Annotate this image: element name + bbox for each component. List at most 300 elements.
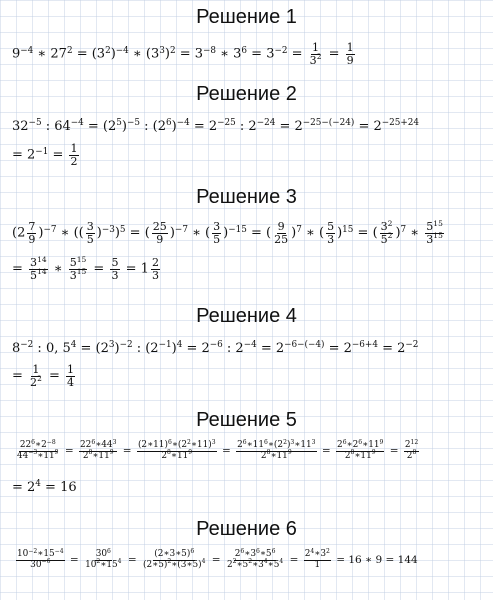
math-exponent: 6 (167, 438, 172, 446)
math-text: ∗(3∗5) (171, 559, 202, 570)
math-text: = (89, 261, 109, 277)
math-fraction (273, 221, 289, 245)
math-exponent: 5 (119, 224, 126, 235)
math-text: = (386, 445, 402, 457)
math-text: 2 (404, 440, 411, 451)
math-exponent: 3 (108, 340, 115, 351)
math-text: 3 (111, 268, 119, 282)
fraction-denominator (226, 558, 284, 570)
math-text: 1 (346, 41, 354, 54)
math-exponent: 6 (241, 45, 248, 56)
math-text: 4 (67, 375, 75, 389)
math-fraction (309, 42, 323, 66)
math-text: 3 (30, 256, 38, 269)
math-fraction (236, 438, 316, 461)
math-exponent: 2 (167, 558, 172, 566)
math-text: ∗5 (259, 549, 272, 560)
math-text: 1 (70, 142, 78, 155)
math-exponent: −2 (405, 340, 419, 351)
math-text: ∗11 (362, 440, 380, 451)
math-text: 25 (152, 220, 167, 233)
fraction-denominator (212, 234, 221, 246)
math-exponent: 3 (290, 438, 295, 446)
math-text: 3 (309, 53, 317, 67)
math-exponent: −2 (274, 45, 288, 56)
math-text: = (124, 554, 140, 566)
math-exponent: 9 (188, 449, 193, 457)
math-text: 44 (17, 450, 29, 461)
math-text: 5 (69, 256, 77, 269)
math-text: = 2 (12, 480, 36, 495)
math-exponent: −4 (54, 547, 64, 555)
math-text: 3 (86, 220, 94, 233)
fraction-denominator (82, 449, 115, 461)
math-text: 22 (80, 440, 92, 451)
math-text: ∗2 (35, 440, 47, 451)
math-text: 3 (380, 220, 388, 233)
fraction-denominator (27, 234, 36, 246)
math-exponent: −25+24 (381, 118, 420, 129)
math-exponent: 2 (169, 45, 176, 56)
math-exponent: −3 (28, 449, 38, 457)
fraction-denominator (29, 267, 48, 282)
math-fraction (152, 221, 168, 245)
math-exponent: 3 (211, 438, 216, 446)
fraction-denominator (110, 270, 119, 282)
math-fraction (304, 547, 331, 570)
math-text: = (44, 368, 65, 384)
math-exponent: −4 (115, 45, 129, 56)
math-fraction (326, 221, 335, 245)
solution-6-line-1 (14, 547, 418, 570)
math-exponent: −2 (28, 547, 38, 555)
math-exponent: 2 (387, 218, 393, 228)
math-text: ) (291, 225, 297, 241)
fraction-denominator (273, 234, 289, 246)
math-text: 2 (30, 375, 38, 389)
math-text: 1 (67, 363, 75, 376)
fraction-denominator (29, 558, 51, 570)
math-exponent: −1 (158, 340, 172, 351)
math-fraction (69, 254, 88, 282)
fraction-denominator (66, 377, 75, 389)
math-text: 2 (406, 450, 413, 461)
math-text: ∗11 (37, 450, 55, 461)
math-exponent: 2 (187, 438, 191, 446)
math-text: ∗11 (170, 450, 189, 461)
math-fraction (142, 547, 206, 570)
math-text: = (61, 445, 77, 457)
math-text: 2 (237, 440, 243, 451)
math-text: = 16 (40, 480, 77, 495)
math-exponent: −7 (43, 224, 57, 235)
fraction-denominator (142, 558, 206, 570)
math-text: (2∗11) (137, 440, 168, 451)
math-exponent: 2 (283, 438, 287, 446)
math-text: ) (38, 225, 44, 241)
solution-5-line-1 (14, 438, 421, 461)
math-text: 3 (426, 232, 434, 246)
math-text: = ( (353, 225, 378, 241)
math-text: 2 (70, 154, 78, 168)
solution-5-line-2 (12, 478, 77, 498)
math-exponent: −5 (28, 118, 42, 129)
math-text: 2 (260, 450, 267, 461)
solution-4-heading: Решение 4 (196, 305, 297, 327)
math-exponent: −25 (217, 118, 236, 129)
math-exponent: 4 (35, 479, 41, 490)
math-exponent: 6 (165, 118, 172, 129)
math-exponent: 2 (37, 374, 42, 384)
math-text: ∗11 (354, 450, 372, 461)
math-text: (2∗3∗5) (154, 549, 191, 560)
math-text: 5 (213, 232, 221, 246)
math-exponent: 6 (271, 547, 276, 555)
math-exponent: −8 (46, 438, 56, 446)
math-text: ∗3 (244, 549, 256, 560)
solution-4-line-1 (12, 339, 418, 359)
math-exponent: 6 (240, 547, 245, 555)
math-text: ) (223, 225, 229, 241)
fraction-denominator (406, 449, 418, 461)
math-text: 3 (69, 268, 77, 282)
math-fraction (346, 42, 355, 66)
math-text: : (2 (132, 341, 159, 356)
math-exponent: 6 (107, 547, 111, 555)
math-exponent: 15 (76, 254, 87, 264)
math-text: ∗ (49, 261, 67, 277)
math-exponent: 2 (105, 45, 111, 56)
math-text: 7 (28, 220, 36, 233)
math-text: = 3 (175, 46, 204, 62)
math-exponent: 2 (316, 52, 322, 62)
math-text: = 1 (121, 261, 149, 277)
math-fraction (84, 547, 122, 570)
fraction-denominator (29, 374, 43, 389)
math-exponent: 15 (433, 231, 443, 241)
math-text: ∗11 (92, 450, 110, 461)
math-text: 5 (426, 220, 434, 233)
math-text: = (286, 554, 302, 566)
math-fraction (29, 254, 48, 282)
math-exponent: 15 (433, 218, 443, 228)
math-exponent: 14 (37, 267, 47, 277)
math-text: = (3 (72, 46, 106, 62)
math-fraction (336, 438, 384, 461)
math-text: ∗5 (236, 559, 249, 570)
math-text: ) (121, 119, 127, 134)
math-text: ∗ 3 (216, 46, 242, 62)
fraction-denominator (69, 156, 78, 168)
math-fraction (151, 257, 160, 281)
math-exponent: 4 (70, 340, 77, 351)
math-text: 2 (337, 440, 343, 451)
math-fraction (226, 547, 284, 570)
math-text: = (2 (76, 341, 109, 356)
math-text: ) (96, 225, 102, 241)
math-text: 25 (274, 232, 289, 246)
math-exponent: 9 (379, 438, 384, 446)
math-exponent: −4 (20, 45, 34, 56)
math-exponent: 4 (117, 558, 122, 566)
math-text: = (218, 445, 235, 457)
math-exponent: −6−(−4) (284, 340, 325, 351)
math-text: 8 (12, 341, 21, 356)
math-text: = (48, 147, 68, 163)
math-exponent: 5 (116, 118, 122, 129)
math-exponent: −3 (101, 224, 115, 235)
math-exponent: 7 (400, 224, 407, 235)
fraction-denominator (380, 231, 394, 246)
math-exponent: −4 (243, 340, 257, 351)
math-text: 30 (95, 549, 108, 560)
math-exponent: −4 (176, 118, 190, 129)
math-text: 5 (111, 256, 119, 269)
math-text: 9 (277, 220, 285, 233)
math-exponent: 4 (263, 558, 268, 566)
math-exponent: 9 (109, 449, 114, 457)
math-text: 5 (380, 232, 388, 246)
math-text: 2 (234, 549, 241, 560)
math-text: ) (286, 440, 291, 451)
math-text: ∗5 (267, 559, 280, 570)
math-exponent: −6+4 (351, 340, 378, 351)
math-text: ∗44 (95, 440, 113, 451)
math-exponent: 2 (232, 558, 237, 566)
math-text: 2 (226, 559, 233, 570)
math-exponent: 2 (248, 558, 253, 566)
fraction-denominator (425, 231, 444, 246)
math-text: ∗3 (252, 559, 264, 570)
solution-3-line-1 (12, 218, 446, 246)
fraction-denominator (86, 234, 95, 246)
math-text: : (2 (139, 119, 166, 134)
math-text: 5 (30, 268, 38, 282)
math-exponent: 6 (91, 438, 96, 446)
math-exponent: 6 (31, 438, 36, 446)
math-text: ∗15 (37, 549, 55, 560)
math-text: 10 (85, 559, 97, 570)
math-text: = 16 ∗ 9 = 144 (332, 554, 418, 566)
math-text: = ( (246, 225, 272, 241)
solution-4-line-2 (12, 364, 77, 388)
math-exponent: −5 (126, 118, 140, 129)
math-text: ) (171, 119, 177, 134)
solution-3-line-2 (12, 254, 162, 282)
solution-5-heading: Решение 5 (196, 409, 297, 431)
math-exponent: 4 (279, 558, 284, 566)
fraction-denominator (326, 234, 335, 246)
math-exponent: 8 (412, 449, 417, 457)
math-text: ) (169, 225, 175, 241)
math-text: 1 (312, 41, 320, 54)
math-text: 2 (82, 450, 89, 461)
math-text: 9 (156, 232, 164, 246)
math-exponent: 3 (159, 45, 165, 56)
math-exponent: 4 (310, 547, 315, 555)
math-exponent: −6 (209, 340, 223, 351)
math-text: ∗11 (270, 450, 288, 461)
math-text: = (287, 46, 307, 62)
math-exponent: 2 (387, 231, 393, 241)
math-exponent: −25−(−24) (302, 118, 355, 129)
math-fraction (110, 257, 119, 281)
fraction-denominator (155, 234, 164, 246)
math-text: ∗(2 (171, 440, 188, 451)
math-text: ∗2 (346, 440, 359, 451)
fraction-denominator (84, 558, 122, 570)
math-exponent: 15 (342, 224, 354, 235)
solution-2-line-1 (12, 117, 419, 137)
math-text: 2 (151, 256, 159, 269)
math-text: = 2 (182, 341, 210, 356)
math-exponent: 2 (66, 45, 73, 56)
math-exponent: −15 (228, 224, 247, 235)
math-text: 2 (161, 450, 168, 461)
math-fraction (27, 221, 36, 245)
math-exponent: 6 (358, 438, 363, 446)
math-exponent: 8 (167, 449, 171, 457)
math-exponent: −1 (35, 146, 49, 157)
solution-1-line-1 (12, 42, 357, 66)
math-exponent: 6 (342, 438, 347, 446)
fraction-denominator (313, 561, 321, 570)
math-text: ) (114, 225, 120, 241)
solution-1-heading: Решение 1 (196, 6, 297, 28)
math-exponent: 9 (54, 449, 59, 457)
math-fraction (86, 221, 95, 245)
math-exponent: 6 (190, 547, 195, 555)
math-text: ∗(2 (267, 440, 284, 451)
math-text: ∗11 (294, 440, 312, 451)
math-exponent: 2 (96, 558, 101, 566)
math-text: 2 (344, 450, 351, 461)
math-text: = 2 (189, 119, 218, 134)
math-text: = ( (125, 225, 150, 241)
fraction-denominator (69, 267, 88, 282)
math-exponent: 2 (326, 547, 330, 555)
math-text: 9 (12, 46, 21, 62)
fraction-denominator (160, 449, 193, 461)
math-exponent: −4 (70, 118, 84, 129)
math-text: = (318, 445, 335, 457)
math-exponent: −7 (174, 224, 188, 235)
math-fraction (16, 438, 60, 461)
math-text: 9 (28, 232, 36, 246)
math-exponent: 9 (287, 449, 292, 457)
math-text: 3 (213, 220, 221, 233)
math-fraction (29, 364, 43, 388)
math-exponent: 4 (201, 558, 206, 566)
math-text: ) (337, 225, 343, 241)
math-fraction (66, 364, 75, 388)
math-text: 22 (19, 440, 32, 451)
solution-3-heading: Решение 3 (196, 186, 297, 208)
math-fraction (16, 547, 65, 570)
math-exponent: −8 (203, 45, 217, 56)
math-text: 3 (151, 268, 159, 282)
fraction-denominator (151, 270, 160, 282)
math-exponent: 12 (410, 438, 419, 446)
math-text: = 2 (256, 341, 285, 356)
math-exponent: 6 (264, 438, 268, 446)
math-text: ) (164, 46, 170, 62)
math-text: 5 (327, 220, 335, 233)
math-fraction (79, 438, 117, 461)
math-text: = 2 (12, 147, 36, 163)
math-exponent: 14 (37, 254, 47, 264)
math-text: ) (395, 225, 401, 241)
fraction-denominator (309, 52, 323, 67)
math-text: 3 (327, 232, 335, 246)
math-text: = (12, 368, 28, 384)
math-exponent: 6 (256, 547, 260, 555)
math-text: = 2 (275, 119, 303, 134)
math-text: ) (114, 341, 120, 356)
math-text: (2∗5) (143, 559, 168, 570)
fraction-denominator (260, 449, 293, 461)
math-exponent: 8 (350, 449, 355, 457)
math-text: ∗11 (246, 440, 265, 451)
fraction-denominator (346, 55, 355, 67)
math-text: = 3 (247, 46, 275, 62)
math-text: 1 (32, 363, 40, 376)
math-text: ∗ ( (187, 225, 211, 241)
math-exponent: −2 (20, 340, 34, 351)
math-text: = (66, 554, 83, 566)
math-text: 10 (17, 549, 29, 560)
fraction-denominator (16, 449, 60, 461)
math-text: : 2 (235, 119, 257, 134)
math-exponent: −24 (256, 118, 276, 129)
math-text: ∗11) (190, 440, 212, 451)
math-fraction (69, 143, 78, 167)
math-text: 1 (314, 559, 321, 570)
math-text: ∗15 (100, 559, 118, 570)
math-fraction (212, 221, 221, 245)
math-text: 9 (346, 53, 354, 67)
math-text: ) (171, 341, 177, 356)
math-text: ∗ (3 (128, 46, 160, 62)
math-text: ∗3 (314, 549, 326, 560)
math-exponent: 9 (371, 449, 376, 457)
math-exponent: 15 (76, 267, 87, 277)
math-fraction (380, 218, 394, 246)
solution-6-heading: Решение 6 (196, 518, 297, 540)
math-exponent: 7 (296, 224, 302, 235)
math-exponent: −6 (41, 558, 51, 566)
math-exponent: −2 (119, 340, 133, 351)
math-text: = (2 (83, 119, 117, 134)
math-text: ∗ 27 (33, 46, 67, 62)
math-text: 32 (12, 119, 29, 134)
math-text: = (208, 554, 224, 566)
math-text: = (12, 261, 28, 277)
math-text: (2 (12, 225, 26, 241)
math-text: = (119, 445, 135, 457)
math-fraction (425, 218, 444, 246)
math-exponent: 4 (176, 340, 183, 351)
solution-2-line-2 (12, 143, 81, 167)
solution-2-heading: Решение 2 (196, 83, 297, 105)
math-text: : 2 (222, 341, 244, 356)
math-exponent: 3 (112, 438, 117, 446)
math-text: ∗ (( (56, 225, 84, 241)
math-text: : 0, 5 (33, 341, 71, 356)
math-text: = (324, 46, 344, 62)
fraction-denominator (344, 449, 377, 461)
math-text: ) (110, 46, 116, 62)
